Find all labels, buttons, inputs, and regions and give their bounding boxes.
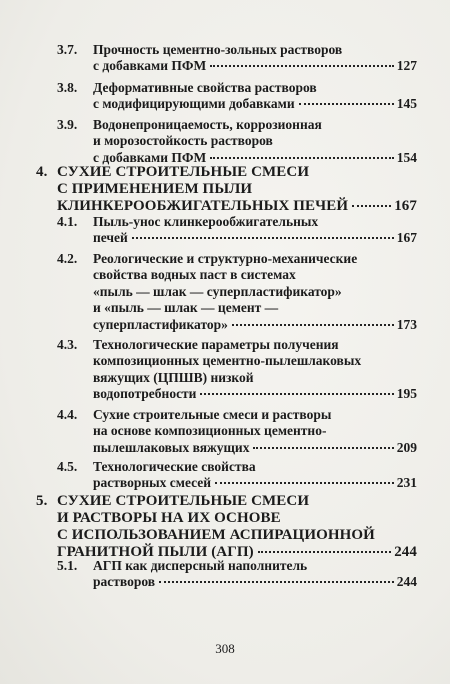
toc-entry-number: 4. (36, 164, 48, 180)
toc-page-number: 167 (394, 198, 417, 214)
toc-entry-line: водопотребности (93, 386, 197, 402)
dot-leader (200, 393, 393, 395)
toc-entry-line: вяжущих (ЦПШВ) низкой (93, 369, 254, 385)
dot-leader (232, 324, 394, 326)
dot-leader (210, 157, 394, 159)
toc-page-number: 154 (396, 149, 417, 165)
toc-entry-line: Пыль-унос клинкерообжигательных (93, 214, 319, 229)
toc-entry-number: 3.9. (57, 117, 78, 132)
toc-page-number: 244 (396, 574, 417, 590)
toc-entry-line: Водонепроницаемость, коррозионная (93, 117, 322, 132)
toc-page-number: 167 (396, 230, 417, 246)
toc-page-number: 173 (396, 316, 417, 332)
toc-entry-line: растворов (93, 574, 156, 590)
toc-entry-number: 3.7. (57, 42, 78, 57)
toc-page-number: 231 (396, 475, 417, 491)
toc-entry-line: Технологические параметры получения (93, 337, 339, 352)
toc-entry-number: 5.1. (57, 558, 78, 573)
toc-entry-line: Сухие строительные смеси и растворы (93, 407, 332, 422)
toc-entry-line: и морозостойкость растворов (93, 133, 273, 149)
toc-entry-line: АГП как дисперсный наполнитель (93, 558, 308, 573)
toc-entry-number: 3.8. (57, 80, 78, 95)
toc-entry-line: пылешлаковых вяжущих (93, 439, 250, 455)
toc-entry-line: свойства водных паст в системах (93, 267, 296, 283)
dot-leader (299, 103, 394, 105)
dot-leader (352, 205, 391, 207)
toc-entry-line: композиционных цементно-пылешлаковых (93, 353, 362, 369)
dot-leader (215, 482, 394, 484)
page-number: 308 (215, 641, 235, 656)
toc-entry-line: растворных смесей (93, 475, 212, 491)
toc-entry-line: с добавками ПФМ (93, 149, 207, 165)
dot-leader (159, 581, 394, 583)
toc-entry-number: 4.5. (57, 459, 78, 474)
toc-page-number: 127 (396, 58, 417, 74)
toc-entry-number: 4.1. (57, 214, 78, 229)
toc-entry-line: ГРАНИТНОЙ ПЫЛИ (АГП) (57, 544, 254, 560)
toc-entry-line: СУХИЕ СТРОИТЕЛЬНЫЕ СМЕСИ (57, 493, 310, 509)
toc-entry-line: С ИСПОЛЬЗОВАНИЕМ АСПИРАЦИОННОЙ (57, 527, 375, 543)
toc-entry-line: с добавками ПФМ (93, 58, 207, 74)
toc-page-number: 244 (394, 544, 417, 560)
dot-leader (132, 237, 394, 239)
toc-entry-number: 4.3. (57, 337, 78, 352)
toc-page-number: 209 (396, 439, 417, 455)
toc-entry-line: на основе композиционных цементно- (93, 423, 327, 439)
dot-leader (253, 447, 393, 449)
toc-entry-line: Деформативные свойства растворов (93, 80, 317, 95)
toc-entry-line: И РАСТВОРЫ НА ИХ ОСНОВЕ (57, 510, 281, 526)
toc-entry-line: Прочность цементно-зольных растворов (93, 42, 343, 57)
toc-entry-line: СУХИЕ СТРОИТЕЛЬНЫЕ СМЕСИ (57, 164, 310, 180)
toc-entry-line: «пыль — шлак — суперпластификатор» (93, 283, 342, 299)
toc-entry-line: Технологические свойства (93, 459, 256, 474)
toc-entry-line: с модифицирующими добавками (93, 96, 295, 112)
dot-leader (258, 551, 391, 553)
toc-entry-line: печей (93, 230, 128, 246)
dot-leader (210, 65, 394, 67)
toc-page-number: 145 (396, 96, 417, 112)
toc-page-number: 195 (396, 386, 417, 402)
toc-entry-line: суперпластификатор» (93, 316, 228, 332)
toc-entry-number: 5. (36, 493, 48, 509)
toc-entry-line: и «пыль — шлак — цемент — (93, 300, 279, 316)
toc-entry-line: КЛИНКЕРООБЖИГАТЕЛЬНЫХ ПЕЧЕЙ (57, 198, 349, 214)
toc-entry-line: С ПРИМЕНЕНИЕМ ПЫЛИ (57, 181, 253, 197)
toc-entry-line: Реологические и структурно-механические (93, 251, 358, 266)
toc-entry-number: 4.4. (57, 407, 78, 422)
toc-entry-number: 4.2. (57, 251, 78, 266)
